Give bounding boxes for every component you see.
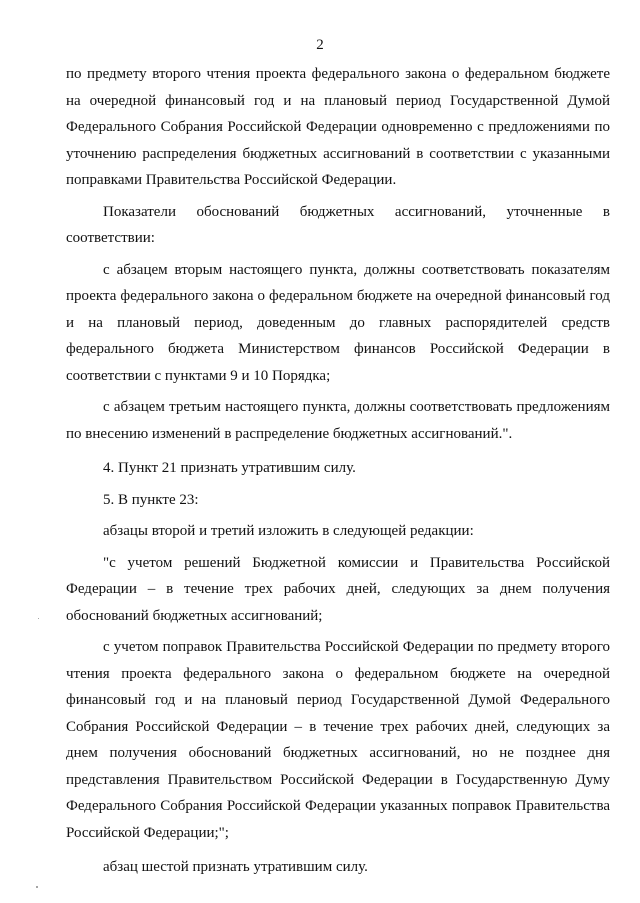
paragraph-government-amendments: с учетом поправок Правительства Российской Федерации по предмету второго чтения проекта федерального закона о федеральном бюджете на очередной финансовый год и на плановый период Государственной Думой Федерального Собрания Российской Федерации – в течение трех рабочих дней, следующих за днем получения обоснований бюджетных ассигнований, но не позднее дня представления Правительством Российской Федерации в Государственную Думу Федерального Собрания Российской Федерации указанных поправок Правительства Российской Федерации;"; (66, 639, 610, 841)
paragraph-second-abzac: с абзацем вторым настоящего пункта, должны соответствовать показателям проекта федерального закона о федеральном бюджете на очередной финансовый год и на плановый период, доведенным до главных распорядителей средств федерального бюджета Министерством финансов Российской Федерации в соответствии с пунктами 9 и 10 Порядка; (66, 261, 610, 384)
document-body (66, 61, 610, 881)
paragraph-item-4: 4. Пункт 21 признать утратившим силу. (103, 460, 356, 476)
paragraph-indicators: Показатели обоснований бюджетных ассигнований, уточненные в соответствии: (66, 203, 610, 246)
paragraph-abzac-six: абзац шестой признать утратившим силу. (103, 859, 368, 875)
paragraph-continuation: по предмету второго чтения проекта федерального закона о федеральном бюджете на очередной финансовый год и на плановый период Государственной Думой Федерального Собрания Российской Федерации одновременно с предложениями по уточнению распределения бюджетных ассигнований в соответствии с указанными поправками Правительства Российской Федерации. (66, 66, 610, 188)
paragraph-budget-commission: "с учетом решений Бюджетной комиссии и Правительства Российской Федерации – в течение трех рабочих дней, следующих за днем получения обоснований бюджетных ассигнований; (66, 554, 610, 624)
scan-speck (36, 886, 38, 888)
paragraph-third-abzac: с абзацем третьим настоящего пункта, должны соответствовать предложениям по внесению изменений в распределение бюджетных ассигнований.". (66, 399, 610, 442)
paragraph-amend-abzacs: абзацы второй и третий изложить в следующей редакции: (103, 523, 474, 539)
page-number: 2 (316, 37, 324, 53)
paragraph-item-5: 5. В пункте 23: (103, 491, 199, 508)
scan-speck (38, 618, 39, 619)
